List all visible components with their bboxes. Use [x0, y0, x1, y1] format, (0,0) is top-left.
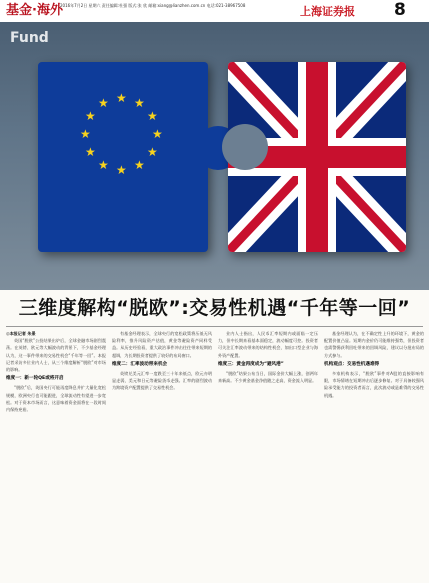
article-headline: 三维度解构“脱欧”:交易性机遇“千年等一回”	[18, 297, 411, 319]
subheading: 维度二：汇率波动带来机会	[112, 361, 168, 367]
star-icon: ★	[85, 109, 96, 123]
newspaper-logo: 上海证券报	[300, 5, 355, 18]
star-icon: ★	[134, 158, 145, 172]
page-number: 8	[394, 0, 406, 20]
article-column-3	[218, 330, 318, 580]
article-column-2	[112, 330, 212, 580]
star-icon: ★	[147, 145, 158, 159]
subheading: 维度三：黄金再度成为“避风港”	[218, 361, 284, 367]
star-icon: ★	[85, 145, 96, 159]
paragraph: 英国“脱欧”公投结果出炉后，全球金融市场剧烈震荡。在英镑、欧元等大幅波动的背景下，不少基金经理认为，这一事件带来的交易性机会“千年等一回”。本报记者采访多位业内人士，从三个维度解析“脱欧”对市场的影响。	[6, 338, 106, 373]
paragraph: 多家机构表示，“脱欧”事件对A股的直接影响有限，市场情绪在短期冲击后逐步修复。对于具备较强风险承受能力的投资者而言，此次波动或是难得的交易性机遇。	[324, 371, 424, 398]
article-body	[6, 330, 424, 580]
paragraph: 基金经理认为，在不确定性上升的环境下，黄金的配置价值凸显。短期内金价仍可能维持强势，但投资者也需警惕获利回吐带来的回调风险，建议以分批布局的方式参与。	[324, 331, 424, 358]
divider	[6, 326, 423, 327]
paragraph: “脱欧”结果公布当日，国际金价大幅上涨，创两年来新高。不少黄金基金净值随之走高，资金流入明显。	[218, 371, 318, 384]
star-icon: ★	[80, 127, 91, 141]
star-icon: ★	[116, 91, 127, 105]
paragraph: 英镑兑美元汇率一度跌至三十年来低点，欧元亦明显走弱，美元和日元等避险货币走强。汇率的剧烈波动为跨境资产配置提供了交易性机会。	[112, 371, 212, 391]
puzzle-notch	[222, 124, 268, 170]
star-icon: ★	[98, 158, 109, 172]
page-header	[0, 0, 429, 23]
section-name: 基金·海外	[6, 3, 63, 18]
hero-image	[0, 22, 429, 290]
header-editor-info: 2016年7月2日 星期六 责任编辑:杜强 版式:张 欣 邮箱:xiang@lianzhen.com.cn 电话:021-38967508	[60, 3, 246, 8]
paragraph: “脱欧”后，英国央行可能再度降息并扩大量化宽松规模，欧洲央行也可能跟进，全球流动性有望进一步宽松。对于资本市场而言，这意味着资金面将在一段时间内保持充裕。	[6, 385, 106, 413]
star-icon: ★	[98, 96, 109, 110]
article-column-1	[6, 330, 106, 580]
article-column-4	[324, 330, 424, 580]
subheading: 机构观点：交易性机遇难得	[324, 361, 380, 367]
star-icon: ★	[116, 163, 127, 177]
star-icon: ★	[134, 96, 145, 110]
byline: ◎本报记者 朱景	[6, 331, 36, 336]
subheading: 维度一：新一轮QE或将开启	[6, 376, 64, 382]
paragraph: 业内人士指出，人民币汇率短期内或面临一定压力，但中长期来看基本面稳定，波动幅度可控。投资者可关注汇率波动带来的结构性机会，如出口型企业与海外资产配置。	[218, 331, 318, 358]
paragraph: 有基金经理表示，全球央行的宽松政策将压低无风险利率，推升风险资产估值，黄金等避险资产同样受益。从历史经验看，重大政治事件冲击往往带来短期的超调，为长期投资者提供了较好的布局窗口。	[112, 331, 212, 358]
star-icon: ★	[147, 109, 158, 123]
fund-tag: Fund	[10, 30, 49, 46]
star-icon: ★	[152, 127, 163, 141]
